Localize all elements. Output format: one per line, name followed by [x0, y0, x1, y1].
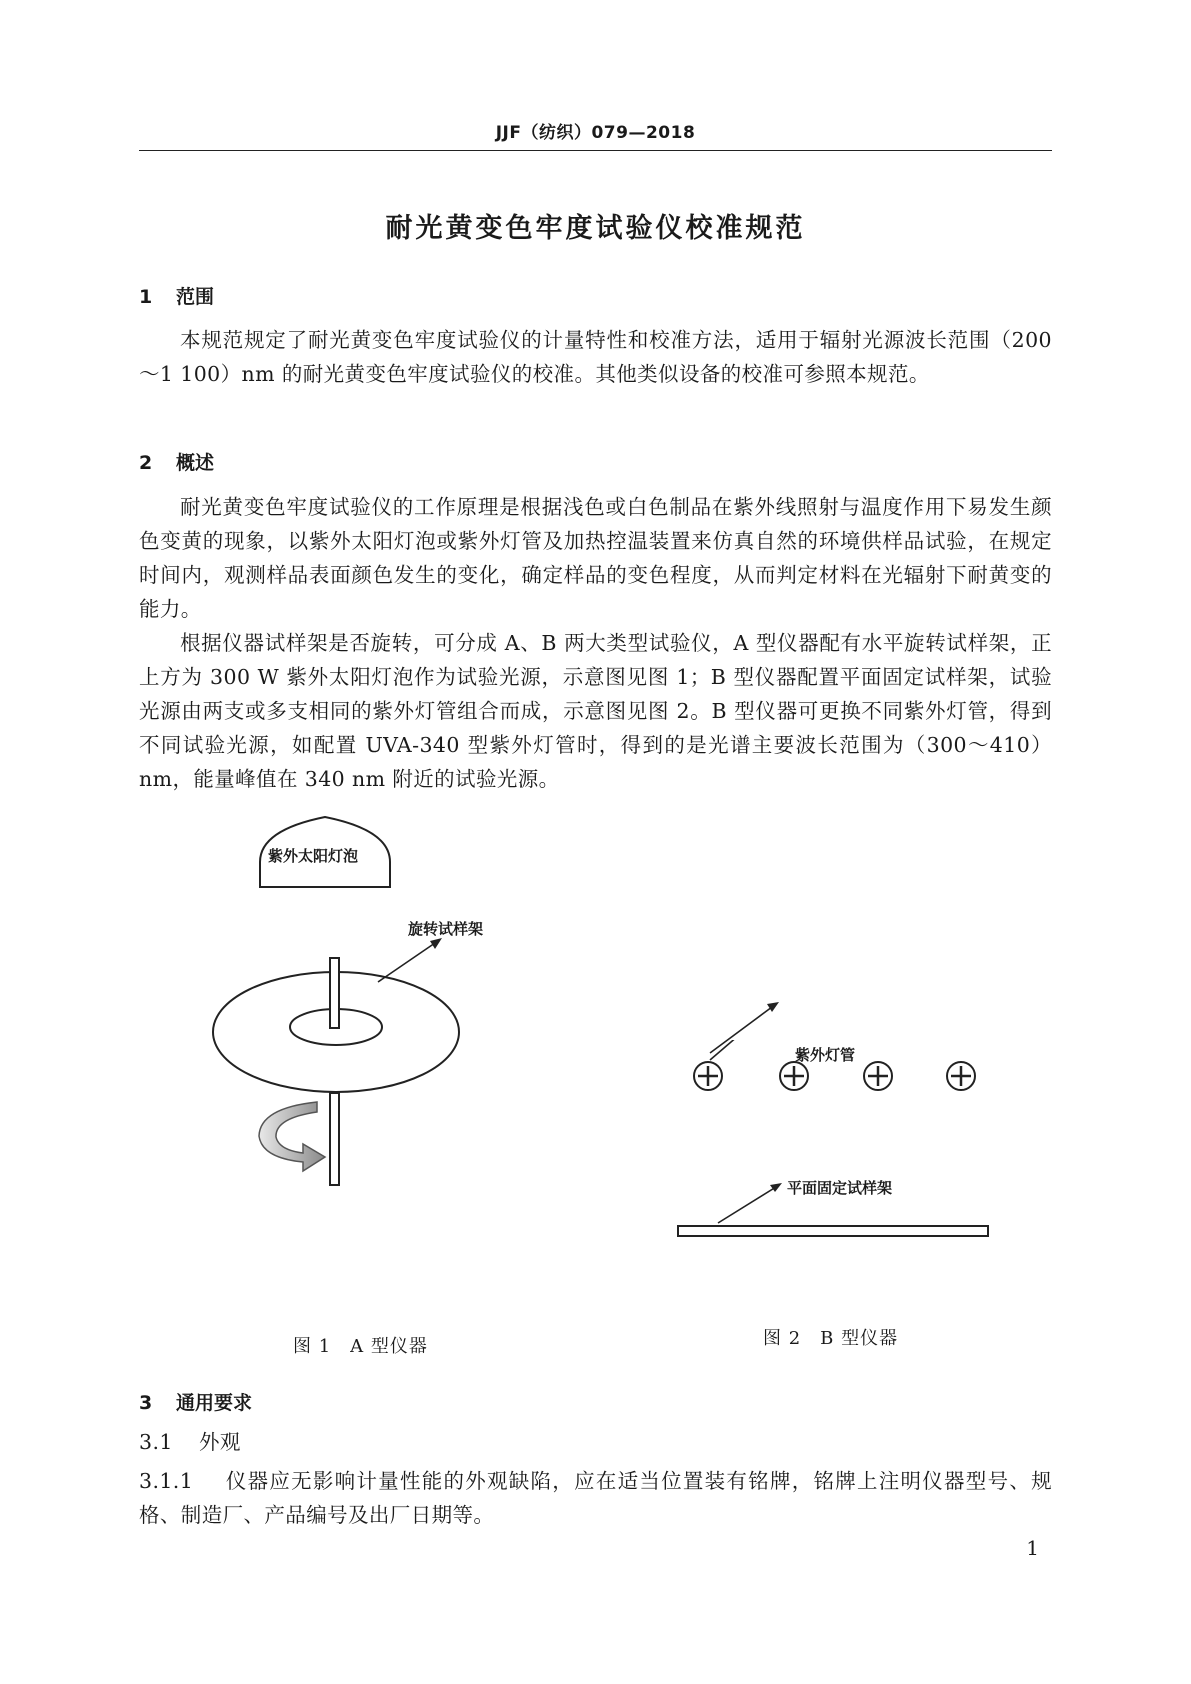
section-number: 3 — [139, 1392, 153, 1414]
section-number: 2 — [139, 452, 153, 474]
shaft-upper — [330, 958, 339, 1028]
item-number: 3.1.1 — [139, 1469, 194, 1493]
tube-pointer — [700, 995, 790, 1065]
section-title: 范围 — [176, 286, 215, 308]
figure-1-caption: 图 1 A 型仪器 — [293, 1336, 428, 1357]
standard-code-header: JJF（纺织）079—2018 — [495, 123, 696, 143]
figure-2-caption: 图 2 B 型仪器 — [763, 1328, 899, 1349]
page-number: 1 — [1026, 1536, 1039, 1560]
holder-pointer-arrowhead — [430, 938, 442, 949]
section-title: 通用要求 — [176, 1392, 253, 1414]
rotation-arrow-icon — [259, 1102, 325, 1171]
flat-holder-label: 平面固定试样架 — [787, 1179, 893, 1197]
item-text: 仪器应无影响计量性能的外观缺陷，应在适当位置装有铭牌，铭牌上注明仪器型号、规格、制造厂、产品编号及出厂日期等。 — [139, 1469, 1052, 1527]
subsection-title: 外观 — [199, 1430, 241, 1454]
section-1-heading — [139, 282, 214, 309]
section-title: 概述 — [176, 452, 215, 474]
shaft-lower — [330, 1093, 339, 1185]
figure-2-pointers — [670, 1040, 800, 1240]
holder-pointer-line — [378, 943, 435, 982]
document-title: 耐光黄变色牢度试验仪校准规范 — [385, 213, 806, 244]
figure-1-diagram — [180, 810, 520, 1190]
section-number: 1 — [139, 286, 153, 308]
subsection-3-1 — [139, 1425, 1052, 1459]
uv-lamp-label: 紫外太阳灯泡 — [268, 847, 359, 865]
section-3-heading — [139, 1388, 252, 1415]
uv-tube-4 — [947, 1062, 975, 1090]
overview-paragraph-2: 根据仪器试样架是否旋转，可分成 A、B 两大类型试验仪，A 型仪器配有水平旋转试样架，正上方为 300 W 紫外太阳灯泡作为试验光源，示意图见图 1；B 型仪器配置平面固定试样架，试验光源由两支或多支相同的紫外灯管组合而成，示意图见图 2。B 型仪器可更换不同紫外灯管，得到不同试验光源，如配置 UVA-340 型紫外灯管时，得到的是光谱主要波长范围为（300～410）nm，能量峰值在 340 nm 附近的试验光源。 — [139, 631, 1052, 791]
uv-tube-label: 紫外灯管 — [795, 1046, 856, 1064]
item-3-1-1 — [139, 1464, 1052, 1532]
uv-tube-3 — [864, 1062, 892, 1090]
subsection-number: 3.1 — [139, 1430, 173, 1454]
rotating-holder-label: 旋转试样架 — [408, 920, 484, 938]
section-2-heading — [139, 448, 214, 475]
scope-paragraph: 本规范规定了耐光黄变色牢度试验仪的计量特性和校准方法，适用于辐射光源波长范围（200～1 100）nm 的耐光黄变色牢度试验仪的校准。其他类似设备的校准可参照本规范。 — [139, 328, 1052, 386]
overview-paragraph-1: 耐光黄变色牢度试验仪的工作原理是根据浅色或白色制品在紫外线照射与温度作用下易发生颜色变黄的现象，以紫外太阳灯泡或紫外灯管及加热控温装置来仿真自然的环境供样品试验，在规定时间内，观测样品表面颜色发生的变化，确定样品的变色程度，从而判定材料在光辐射下耐黄变的能力。 — [139, 495, 1052, 621]
header-divider — [139, 150, 1052, 151]
